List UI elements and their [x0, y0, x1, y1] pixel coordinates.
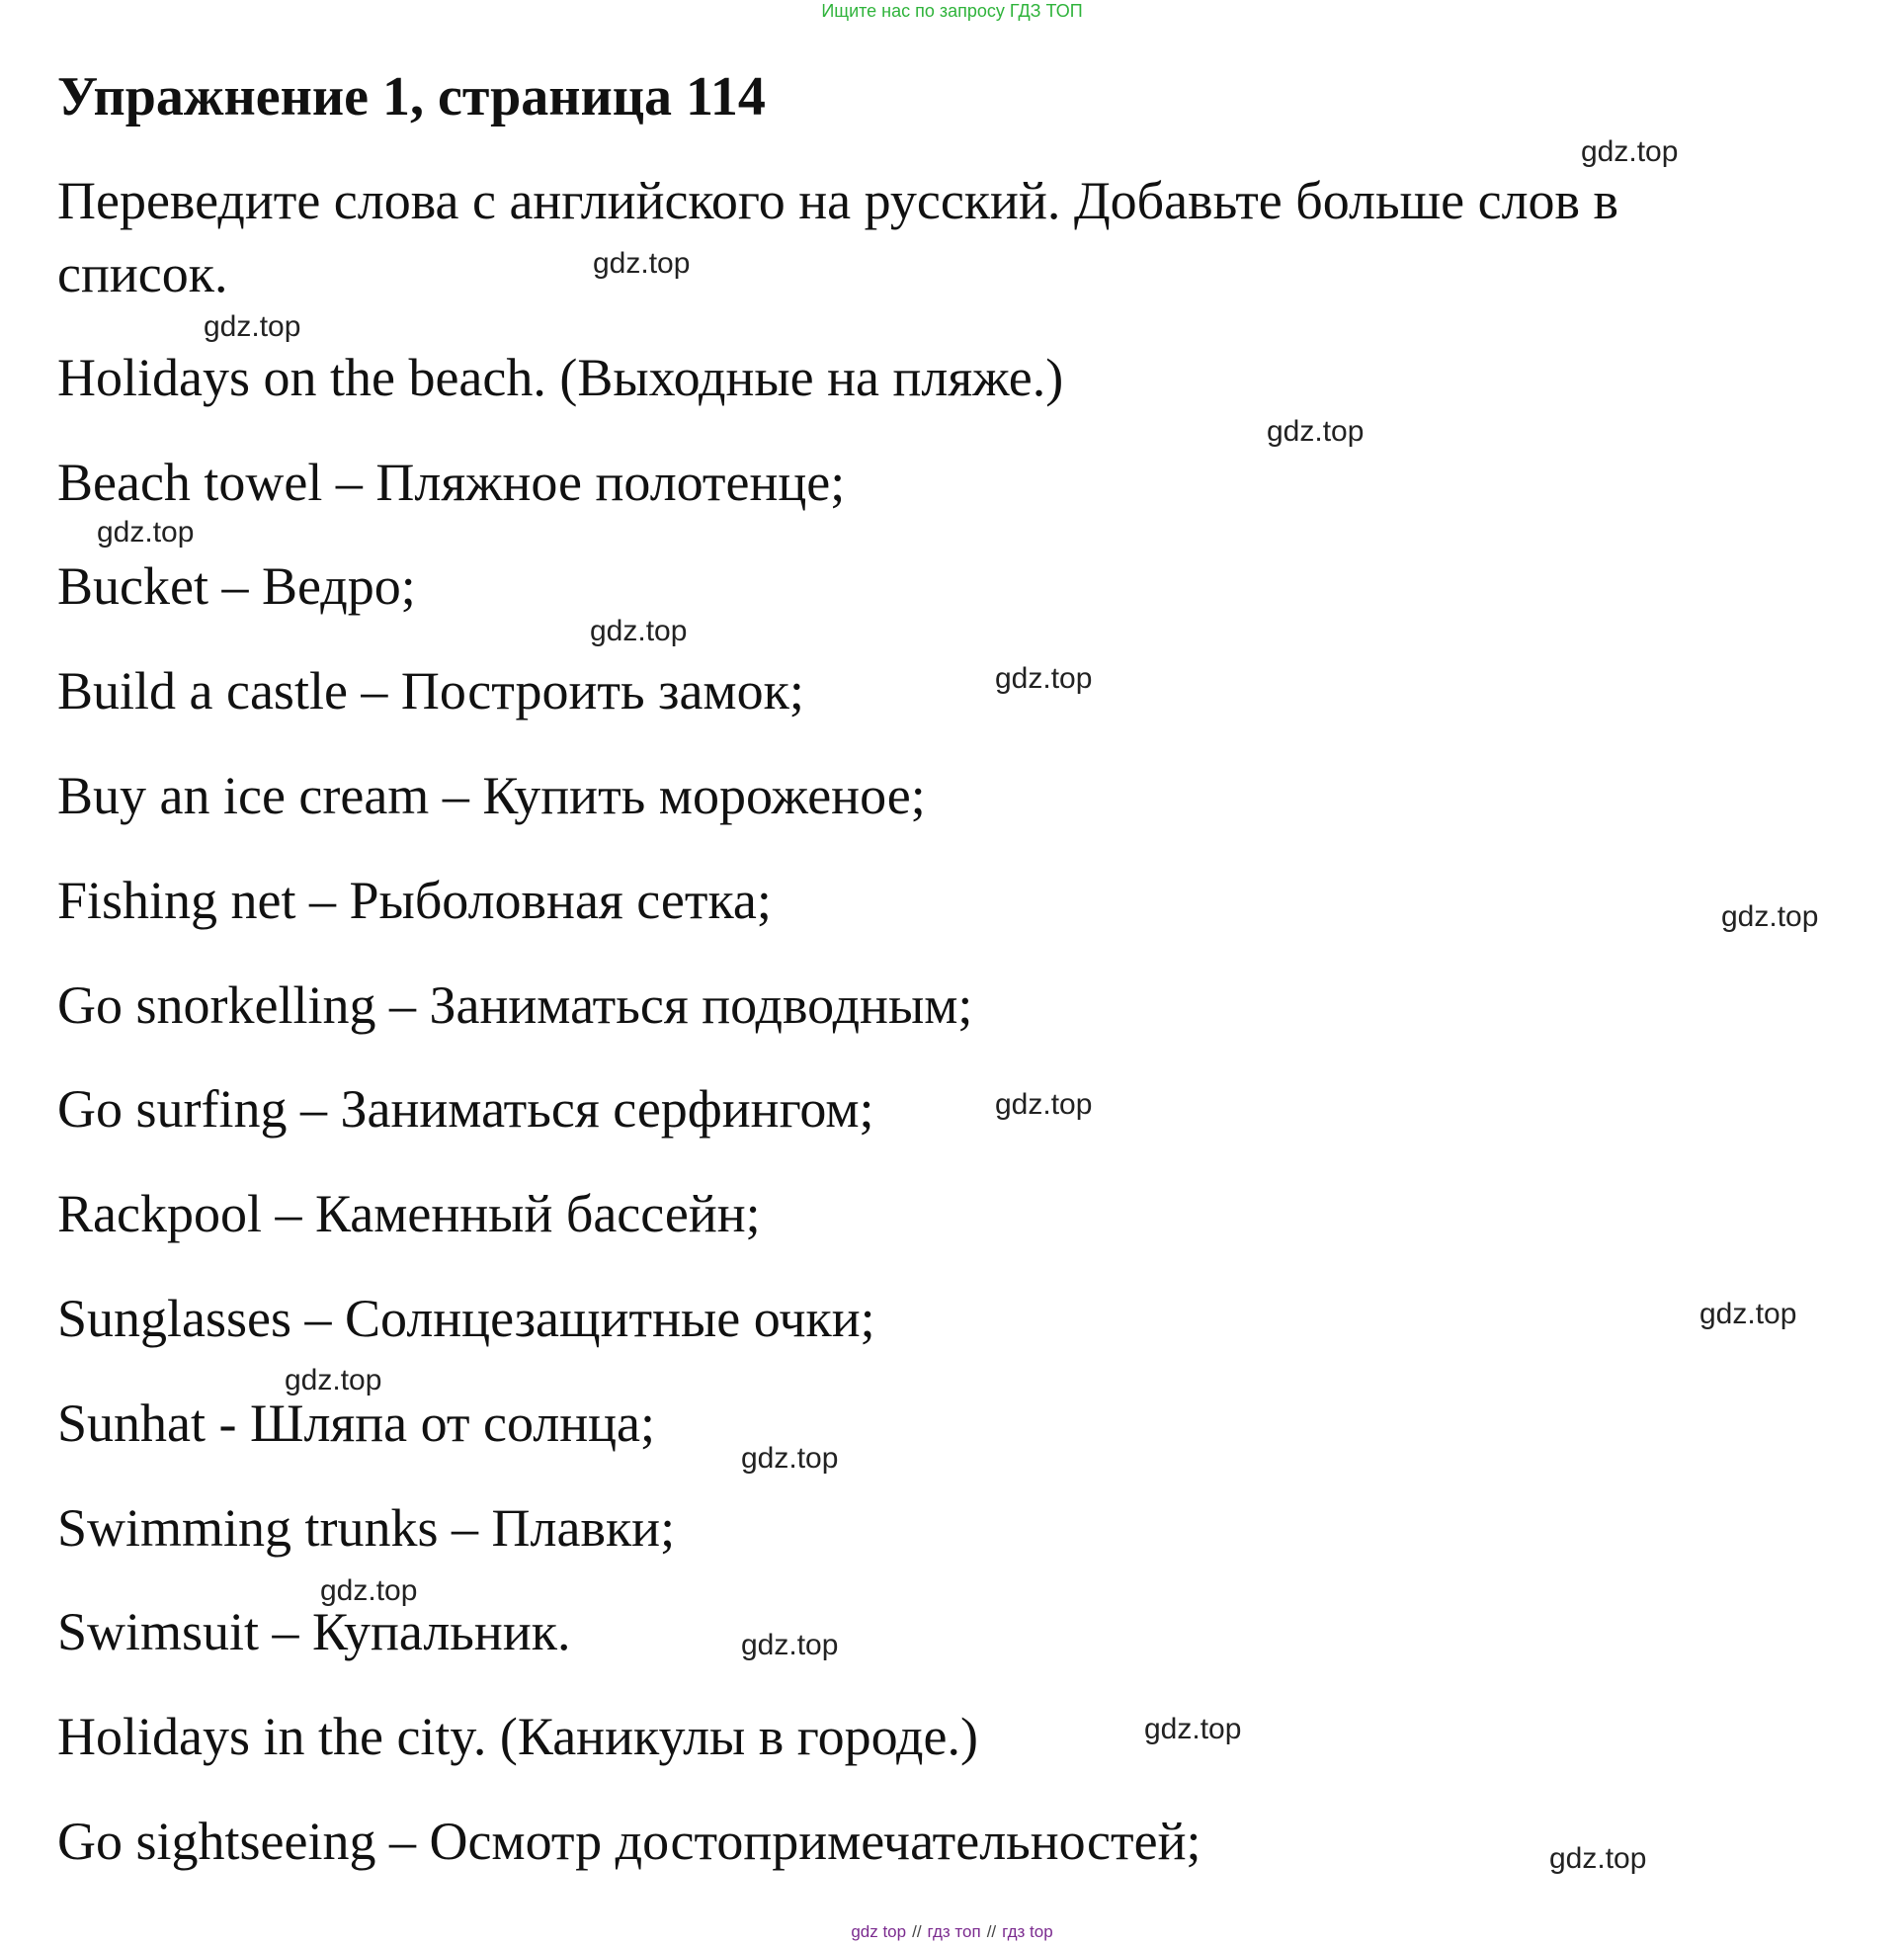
watermark: gdz.top	[1549, 1842, 1647, 1875]
watermark: gdz.top	[593, 247, 691, 280]
watermark: gdz.top	[995, 662, 1093, 695]
section-heading-city: Holidays in the city. (Каникулы в городе.)	[57, 1707, 978, 1766]
watermark: gdz.top	[320, 1574, 418, 1607]
vocab-line: Bucket – Ведро;	[57, 556, 416, 616]
vocab-line: Sunglasses – Солнцезащитные очки;	[57, 1289, 875, 1348]
footer-links	[0, 1921, 1904, 1943]
vocab-line: Buy an ice cream – Купить мороженое;	[57, 766, 926, 825]
top-banner: Ищите нас по запросу ГДЗ ТОП	[821, 1, 1083, 21]
exercise-instruction: Переведите слова с английского на русский. Добавьте больше слов в список.	[57, 171, 1619, 303]
watermark: gdz.top	[1581, 135, 1679, 168]
watermark: gdz.top	[1721, 900, 1819, 933]
vocab-line: Beach towel – Пляжное полотенце;	[57, 453, 846, 512]
footer-link-gdz-top-mixed[interactable]: гдз top	[1002, 1922, 1053, 1941]
watermark: gdz.top	[204, 310, 301, 343]
vocab-line: Swimsuit – Купальник.	[57, 1602, 571, 1661]
page-title: Упражнение 1, страница 114	[57, 66, 766, 127]
vocab-line: Sunhat - Шляпа от солнца;	[57, 1394, 655, 1453]
vocab-line: Go snorkelling – Заниматься подводным;	[57, 975, 973, 1035]
vocab-line: Fishing net – Рыболовная сетка;	[57, 871, 772, 930]
vocab-line: Build a castle – Построить замок;	[57, 661, 804, 720]
footer-link-gdz-top[interactable]: gdz top	[851, 1922, 907, 1941]
footer-separator: //	[912, 1922, 922, 1941]
vocab-line: Swimming trunks – Плавки;	[57, 1498, 676, 1558]
vocab-line: Go sightseeing – Осмотр достопримечательностей;	[57, 1812, 1201, 1871]
watermark: gdz.top	[590, 615, 688, 647]
watermark: gdz.top	[741, 1442, 839, 1475]
vocab-line: Go surfing – Заниматься серфингом;	[57, 1079, 874, 1139]
watermark: gdz.top	[741, 1629, 839, 1661]
footer-separator: //	[986, 1922, 997, 1941]
watermark: gdz.top	[995, 1088, 1093, 1121]
watermark: gdz.top	[285, 1364, 382, 1396]
watermark: gdz.top	[1267, 415, 1365, 448]
watermark: gdz.top	[1699, 1298, 1797, 1330]
footer-link-gdz-top-ru[interactable]: гдз топ	[927, 1922, 981, 1941]
watermark: gdz.top	[97, 516, 195, 549]
watermark: gdz.top	[1144, 1713, 1242, 1745]
vocab-line: Rackpool – Каменный бассейн;	[57, 1184, 761, 1243]
section-heading-beach: Holidays on the beach. (Выходные на пляже.)	[57, 348, 1064, 407]
